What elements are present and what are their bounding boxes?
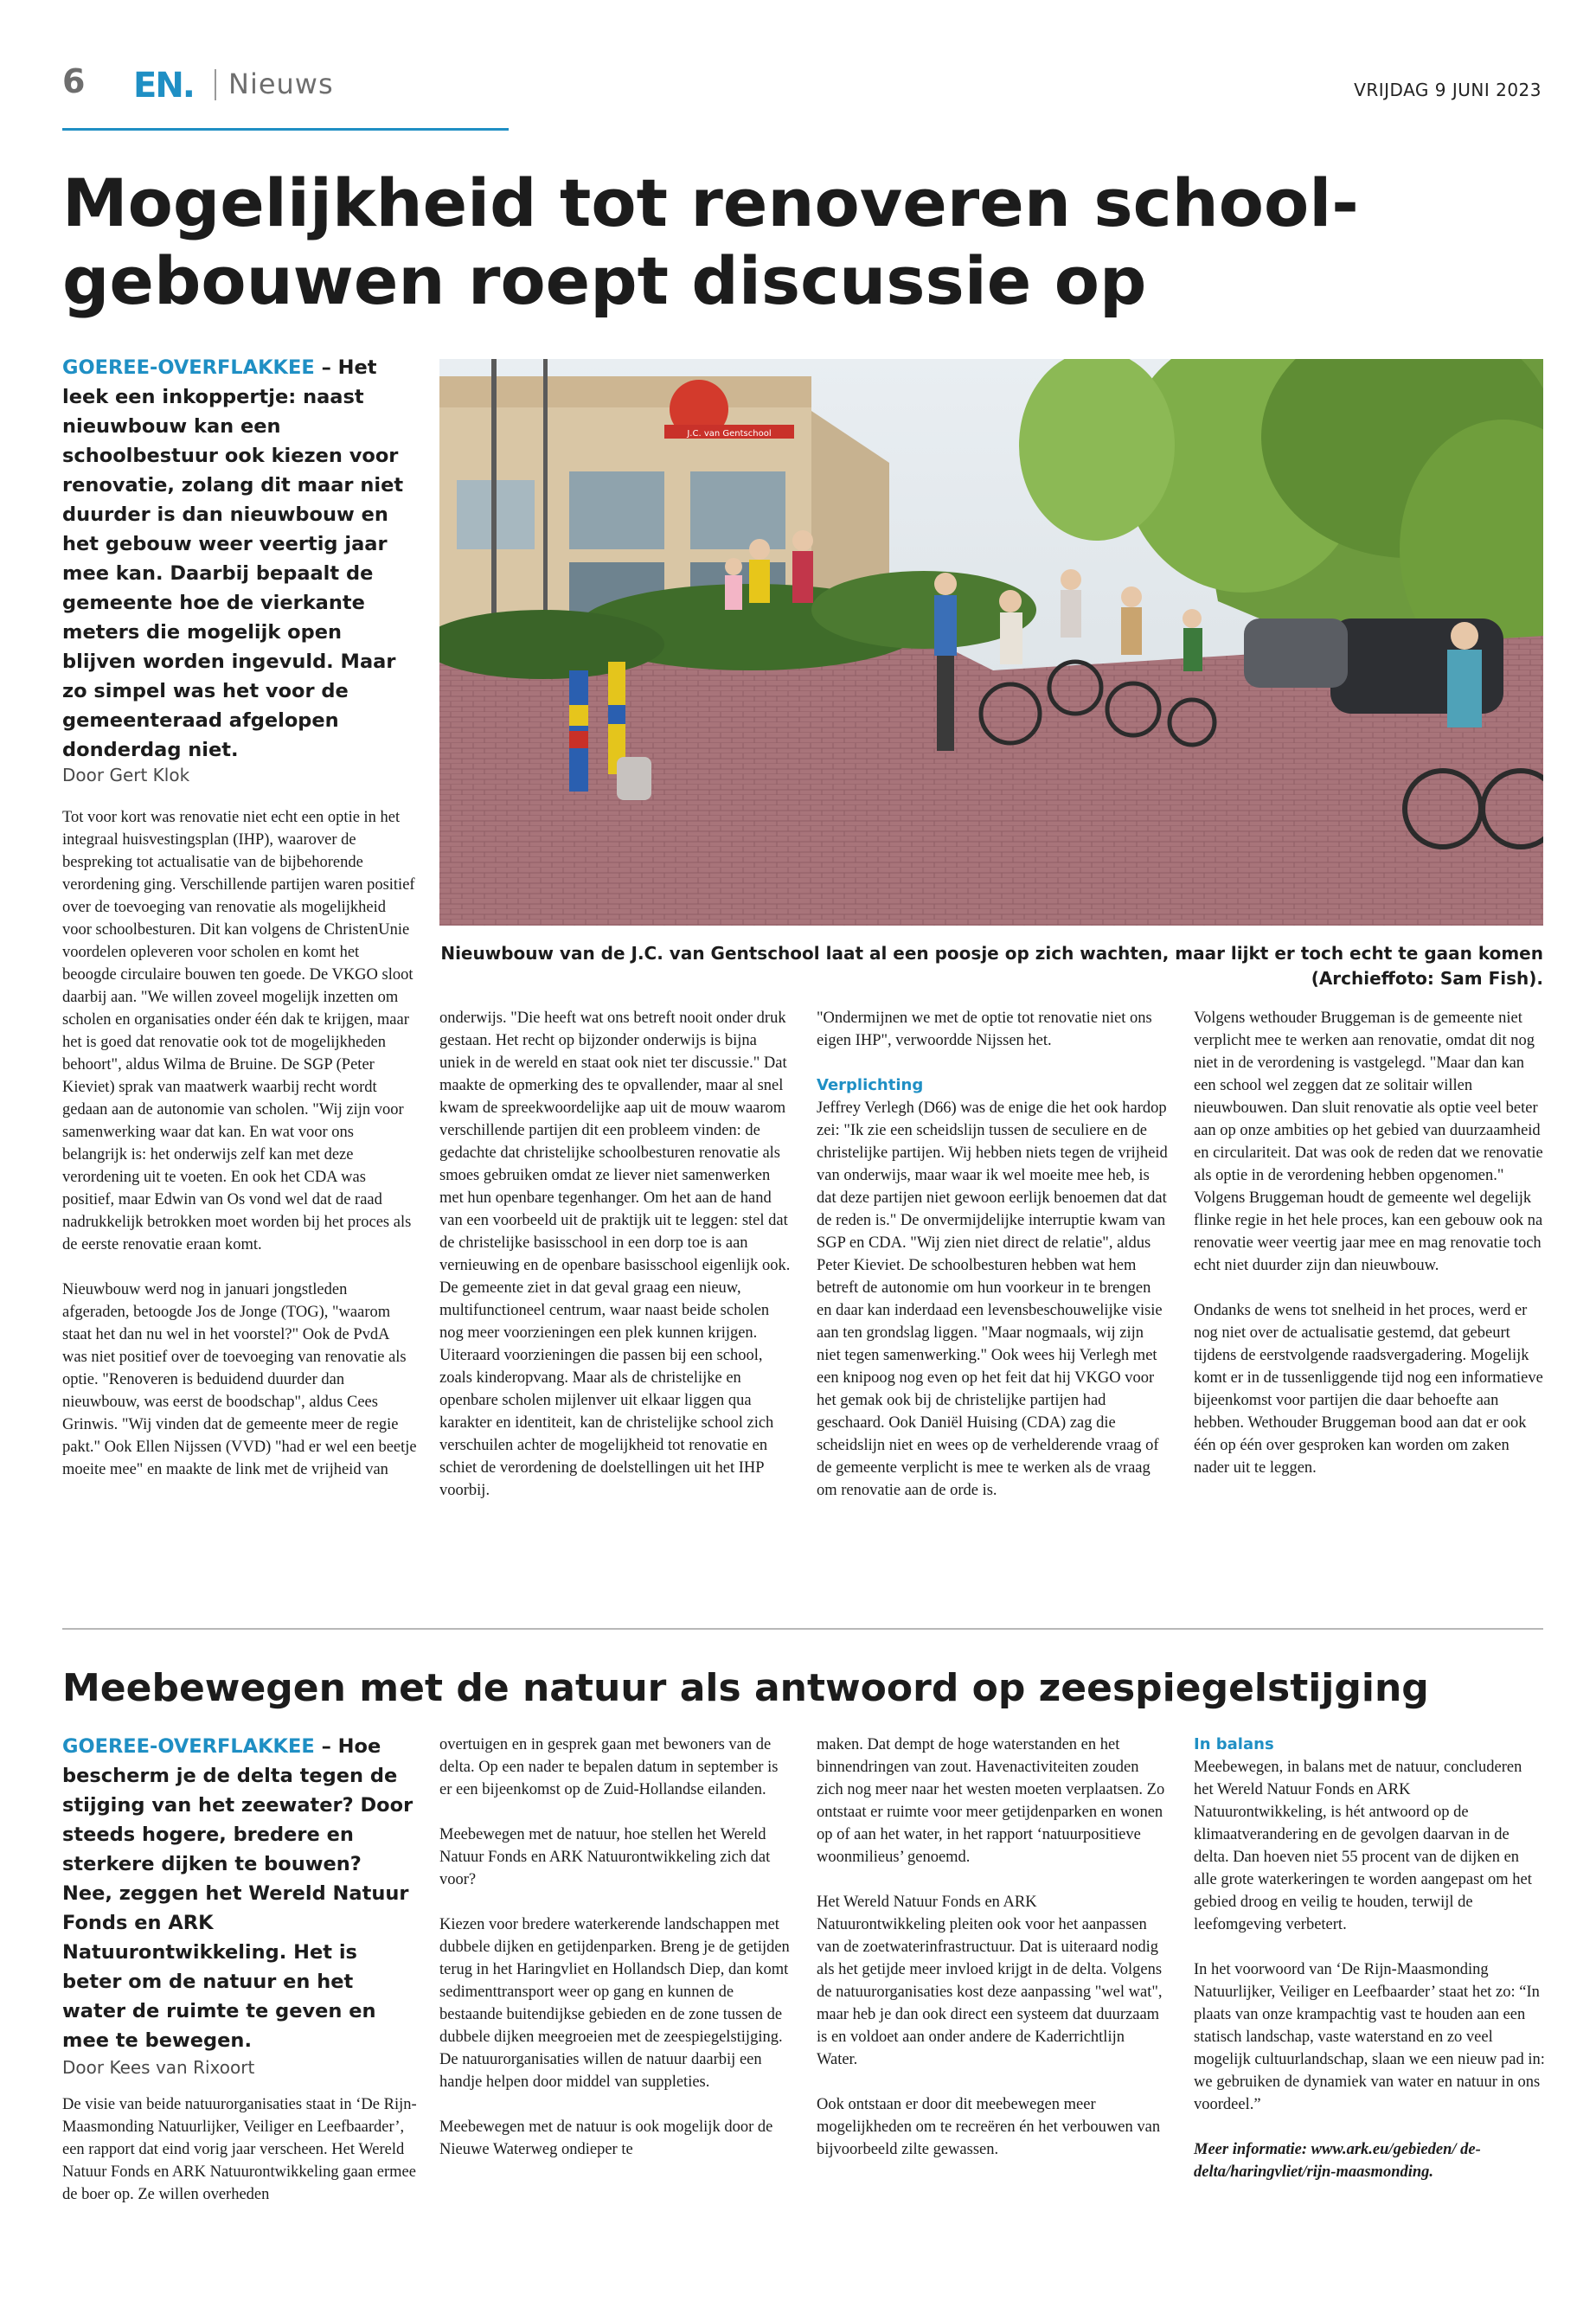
paragraph: Meebewegen met de natuur is ook mogelijk door de Nieuwe Waterweg ondieper te bbox=[439, 2118, 773, 2158]
paragraph: Kiezen voor bredere waterkerende landschappen met dubbele dijken en getijdenparken. Breng je de getijden terug in het Haringvliet en Hollandsch Diep, dan komt sedimenttransport weer op gang en kunnen de bestaande buitendijkse gebieden en de zone tussen de dubbele dijken meegroeien met de zeespiegelstijging. De natuurorganisaties willen de natuur daarbij een handje helpen door middel van suppleties. bbox=[439, 1916, 790, 2091]
paragraph: In het voorwoord van ‘De Rijn-Maasmonding Natuurlijker, Veiliger en Leefbaarder’ staat het zo: “In plaats van onze krampachtig vast te houden aan een statisch landschap, vaste waterstand en zo veel mogelijk cultuurlandschap, slaan we een nieuw pad in: we gebruiken de dynamiek van water en natuur in ons voordeel.” bbox=[1194, 1961, 1545, 2113]
paragraph: "Ondermijnen we met de optie tot renovatie niet ons eigen IHP", verwoordde Nijssen het. bbox=[817, 1009, 1152, 1049]
headline-line-1: Mogelijkheid tot renoveren school- bbox=[62, 164, 1359, 241]
page-number: 6 bbox=[62, 62, 86, 100]
caption-line-1: Nieuwbouw van de J.C. van Gentschool laat al een poosje op zich wachten, maar lijkt er toch echt te gaan komen bbox=[440, 943, 1543, 964]
paragraph: De visie van beide natuurorganisaties staat in ‘De Rijn-Maasmonding Natuurlijker, Veiliger en Leefbaarder’, een rapport dat eind vorig jaar verscheen. Het Wereld Natuur Fonds en ARK Natuurontwikkeling gaan ermee de boer op. Ze willen overheden bbox=[62, 2096, 417, 2203]
article-1-column-2 bbox=[439, 1007, 791, 1502]
article-photo bbox=[439, 359, 1543, 926]
subheading-verplichting: Verplichting bbox=[817, 1076, 924, 1094]
dateline-kicker: GOEREE-OVERFLAKKEE bbox=[62, 1735, 315, 1758]
section-label: Nieuws bbox=[228, 67, 334, 100]
article-2-column-2 bbox=[439, 1734, 791, 2161]
school-sign-text: J.C. van Gentschool bbox=[687, 429, 772, 439]
lead-text: – Het leek een inkoppertje: naast nieuwbouw kan een schoolbestuur ook kiezen voor renovatie, zolang dit maar niet duurder is dan nieuwbouw en het gebouw weer veertig jaar mee kan. Daarbij bepaalt de gemeente hoe de vierkante meters die mogelijk open blijven worden ingevuld. Maar zo simpel was het voor de gemeenteraad afgelopen donderdag niet. bbox=[62, 356, 404, 761]
caption-credit: (Archieffoto: Sam Fish). bbox=[1311, 968, 1543, 989]
masthead bbox=[62, 62, 1542, 114]
article-1-column-4 bbox=[1194, 1007, 1545, 1479]
article-2-column-3 bbox=[817, 1734, 1168, 2161]
article-2-byline: Door Kees van Rixoort bbox=[62, 2057, 255, 2078]
dateline-kicker: GOEREE-OVERFLAKKEE bbox=[62, 356, 315, 379]
paragraph: Jeffrey Verlegh (D66) was de enige die het ook hardop zei: "Ik zie een scheidslijn tussen de seculiere en de christelijke partijen. Wij hebben niets tegen de vrijheid van onderwijs, maar waar ik wel moeite mee heb, is dat deze partijen niet gewoon eerlijk benoemen dat dat de reden is." De onvermijdelijke interruptie kwam van SGP en CDA. "Wij zien niet direct de relatie", aldus Peter Kieviet. De schoolbesturen hebben wat hem betreft de autonomie om hun voorkeur in te brengen en daar kan inderdaad een levensbeschouwelijke visie aan ten grondslag liggen. "Maar nogmaals, wij zijn niet tegen samenwerking." Ook wees hij Verlegh met een knipoog nog even op het feit dat hij VKGO voor het gemak ook bij de christelijke partijen had geschaard. Ook Daniël Huising (CDA) zag die scheidslijn niet en wees op de verhelderende vraag of de gemeente verplicht is mee te werken als de vraag om renovatie aan de orde is. bbox=[817, 1099, 1168, 1499]
more-info-link[interactable]: Meer informatie: www.ark.eu/gebieden/ de-delta/haringvliet/rijn-maasmonding. bbox=[1194, 2141, 1481, 2181]
article-1-column-1 bbox=[62, 806, 417, 1481]
paragraph: Ook ontstaan er door dit meebewegen meer mogelijkheden om te recreëren én het verbouwen van bijvoorbeeld zilte gewassen. bbox=[817, 2096, 1161, 2158]
paragraph: Ondanks de wens tot snelheid in het proces, werd er nog niet over de actualisatie gestemd, dat gebeurt tijdens de eerstvolgende raadsvergadering. Mogelijk komt er in de tussenliggende tijd nog een informatieve bijeenkomst voor partijen die daar behoefte aan hebben. Wethouder Bruggeman bood aan dat er ook één op één over gesproken kan worden om zaken nader uit te leggen. bbox=[1194, 1302, 1543, 1477]
paragraph: overtuigen en in gesprek gaan met bewoners van de delta. Op een nader te bepalen datum in september is er een bijeenkomst op de Zuid-Hollandse eilanden. bbox=[439, 1736, 779, 1798]
article-2-lead bbox=[62, 1732, 415, 2055]
masthead-rule bbox=[62, 128, 509, 131]
article-2-headline: Meebewegen met de natuur als antwoord op zeespiegelstijging bbox=[62, 1666, 1429, 1710]
paragraph: Nieuwbouw werd nog in januari jongstleden afgeraden, betoogde Jos de Jonge (TOG), "waarom staat het dan nu wel in het voorstel?" Ook de PvdA was niet positief over de toevoeging van renovatie als optie. "Renoveren is beduidend duurder dan nieuwbouw, was eerst de boodschap", aldus Cees Grinwis. "Wij vinden dat de gemeente meer de regie pakt." Ook Ellen Nijssen (VVD) "had er wel een beetje moeite mee" en maakte de link met de vrijheid van bbox=[62, 1281, 417, 1478]
article-1-column-3 bbox=[817, 1007, 1168, 1502]
paragraph: Meebewegen met de natuur, hoe stellen het Wereld Natuur Fonds en ARK Natuurontwikkeling zich dat voor? bbox=[439, 1826, 771, 1888]
article-1-headline bbox=[62, 164, 1533, 320]
article-1-lead bbox=[62, 353, 415, 765]
paragraph: maken. Dat dempt de hoge waterstanden en het binnendringen van zout. Havenactiviteiten zouden zich nog meer naar het westen moeten verplaatsen. Zo ontstaat er ruimte voor meer getijdenparken en wonen op of aan het water, in het rapport ‘natuurpositieve woonmilieus’ genoemd. bbox=[817, 1736, 1165, 1866]
paragraph: onderwijs. "Die heeft wat ons betreft nooit onder druk gestaan. Het recht op bijzonder onderwijs is bijna uniek in de wereld en staat ook niet ter discussie." Dat maakte de opmerking des te opvallender, maar al snel kwam de spreekwoordelijke aap uit de mouw waarom verschillende partijen dit een probleem vinden: de gedachte dat christelijke schoolbesturen renovatie als smoes gebruiken omdat ze liever niet samenwerken met hun openbare tegenhanger. Om het aan de hand van een voorbeeld uit de praktijk uit te leggen: stel dat de christelijke basisschool in een dorp toe is aan vernieuwing en de openbare basisschool eigenlijk ook. De gemeente ziet in dat geval graag een nieuw, multifunctioneel centrum, waar naast beide scholen nog meer voorzieningen een plek kunnen krijgen. Uiteraard voorzieningen die passen bij een school, zoals kinderopvang. Maar als de christelijke en openbare scholen mijlenver uit elkaar liggen qua karakter en identiteit, kan de christelijke school zich verschuilen achter de mogelijkheid tot renovatie en schiet de verordening de doelstellingen uit het IHP voorbij. bbox=[439, 1009, 791, 1499]
paragraph: Volgens wethouder Bruggeman is de gemeente niet verplicht mee te werken aan renovatie, omdat dit nog niet in de verordening is vastgelegd. "Maar dan kan een school wel zeggen dat ze solitair willen nieuwbouwen. Dan sluit renovatie als optie veel beter aan op onze ambities op het gebied van duurzaamheid en circulariteit. Dat was ook de reden dat we renovatie als optie in de verordening hebben opgenomen." Volgens Bruggeman houdt de gemeente wel degelijk flinke regie in het hele proces, kan een gebouw ook na renovatie weer veertig jaar mee en mag renovatie toch echt niet duurder zijn dan nieuwbouw. bbox=[1194, 1009, 1543, 1274]
article-divider bbox=[62, 1628, 1543, 1630]
lead-text: – Hoe bescherm je de delta tegen de stijging van het zeewater? Door steeds hogere, bredere en sterkere dijken te bouwen? Nee, zeggen het Wereld Natuur Fonds en ARK Natuurontwikkeling. Het is beter om de natuur en het water de ruimte te geven en mee te bewegen. bbox=[62, 1735, 413, 2052]
paragraph: Het Wereld Natuur Fonds en ARK Natuurontwikkeling pleiten ook voor het aanpassen van de zoetwaterinfrastructuur. Dat is uiteraard nodig als het getijde meer invloed krijgt in de delta. Volgens de natuurorganisaties kost deze aanpassing "wel wat", maar heb je dan ook direct een systeem dat duurzaam is en voldoet aan onder andere de Kaderrichtlijn Water. bbox=[817, 1894, 1163, 2068]
article-2-column-4 bbox=[1194, 1734, 1545, 2183]
paragraph: Tot voor kort was renovatie niet echt een optie in het integraal huisvestingsplan (IHP), waarover de bespreking tot actualisatie van de bijbehorende verordening ging. Verschillende partijen waren positief over de toevoeging van renovatie als mogelijkheid voor schoolbesturen. Dit kan volgens de ChristenUnie voordelen opleveren voor scholen en komt het beoogde circulaire bouwen ten goede. De VKGO sloot daarbij aan. "We willen zoveel mogelijk inzetten om scholen en organisaties onder één dak te krijgen, maar het is goed dat renovatie ook tot de mogelijkheden behoort", aldus Wilma de Bruine. De SGP (Peter Kieviet) sprak van maatwerk waarbij recht wordt gedaan aan de autonomie van scholen. "Wij zijn voor samenwerking waar dat kan. En wat voor ons belangrijk is: het onderwijs zelf kan met deze verordening uit te voeten. En ook het CDA was positief, maar Edwin van Os vond wel dat de raad nadrukkelijk betrokken moet worden bij het proces als de eerste renovatie eraan komt. bbox=[62, 809, 415, 1253]
photo-caption bbox=[439, 941, 1543, 991]
issue-date: VRIJDAG 9 JUNI 2023 bbox=[1354, 80, 1542, 100]
headline-line-2: gebouwen roept discussie op bbox=[62, 242, 1147, 319]
subheading-in-balans: In balans bbox=[1194, 1735, 1274, 1753]
masthead-separator bbox=[215, 69, 216, 100]
en-logo[interactable]: EN. bbox=[133, 66, 194, 106]
article-2-column-1 bbox=[62, 2093, 417, 2206]
article-1-byline: Door Gert Klok bbox=[62, 765, 190, 785]
paragraph: Meebewegen, in balans met de natuur, concluderen het Wereld Natuur Fonds en ARK Natuurontwikkeling, is hét antwoord op de klimaatverandering en de gevolgen daarvan in de delta. Dan hoeven niet 55 procent van de dijken en alle grote waterkeringen te worden aangepast om het gebied droog en veilig te houden, terwijl de leefomgeving verbetert. bbox=[1194, 1759, 1532, 1933]
